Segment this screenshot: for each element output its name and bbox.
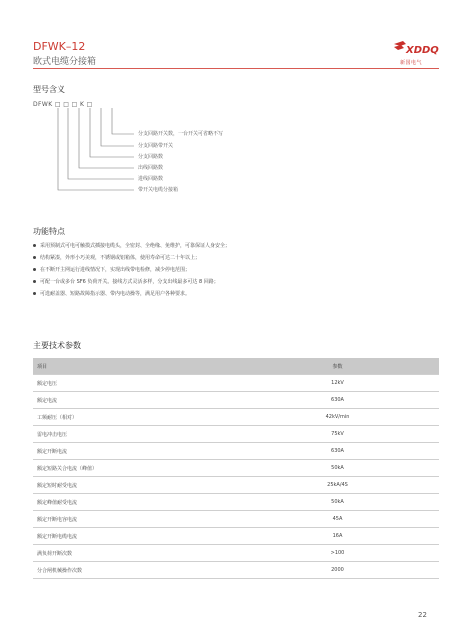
row-item: 额定开断电缆电流 bbox=[33, 528, 236, 545]
header-value: 参数 bbox=[236, 358, 439, 375]
row-value: 45A bbox=[236, 511, 439, 528]
row-item: 额定电压 bbox=[33, 375, 236, 392]
row-item: 雷电冲击电压 bbox=[33, 426, 236, 443]
table-row bbox=[33, 511, 439, 528]
logo-text: XDDQ bbox=[406, 45, 439, 56]
table-row bbox=[33, 562, 439, 579]
row-item: 满负荷开断次数 bbox=[33, 545, 236, 562]
row-item: 工频耐压（相对） bbox=[33, 409, 236, 426]
feature-item: 可选耐盖器、短路故障指示器、带内电动操等，满足用户各种要求。 bbox=[33, 290, 190, 297]
table-row bbox=[33, 528, 439, 545]
code-label-4: 出线回路数 bbox=[138, 165, 164, 171]
row-value: 50kA bbox=[236, 494, 439, 511]
product-name: 欧式电缆分接箱 bbox=[33, 57, 97, 67]
feature-item: 在不断开主网运行进线情况下，实现出线带电检修，减少停电范围； bbox=[33, 266, 190, 273]
bullet-icon bbox=[33, 244, 36, 247]
bullet-icon bbox=[33, 256, 36, 259]
model-code: DFWK □ □ □ K □ bbox=[33, 101, 93, 108]
table-row bbox=[33, 477, 439, 494]
row-value: 12kV bbox=[236, 375, 439, 392]
row-item: 额定峰值耐受电流 bbox=[33, 494, 236, 511]
table-row bbox=[33, 494, 439, 511]
row-item: 额定开断电容电流 bbox=[33, 511, 236, 528]
row-value: 75kV bbox=[236, 426, 439, 443]
row-item: 分合闸机械操作次数 bbox=[33, 562, 236, 579]
code-label-3: 分支回路数 bbox=[138, 154, 164, 160]
page-number: 22 bbox=[418, 611, 427, 619]
table-row bbox=[33, 460, 439, 477]
header-item: 项目 bbox=[33, 358, 236, 375]
code-label-5: 进线回路数 bbox=[138, 176, 164, 182]
row-item: 额定短时耐受电流 bbox=[33, 477, 236, 494]
bullet-icon bbox=[33, 292, 36, 295]
table-row bbox=[33, 443, 439, 460]
features-title: 功能特点 bbox=[33, 227, 65, 236]
code-label-1: 分支回路开关数，一台开关可省略不写 bbox=[138, 131, 224, 137]
table-row bbox=[33, 409, 439, 426]
row-value: 630A bbox=[236, 443, 439, 460]
feature-item: 采用预制式可电可触摸式插接电缆头，全密封、全绝缘、免维护，可靠保证人身安全； bbox=[33, 242, 230, 249]
feature-item: 可配一台或多台 SF6 负荷开关。接线方式灵活多样，分支出线最多可达 8 回路； bbox=[33, 278, 219, 285]
table-row bbox=[33, 375, 439, 392]
row-value: 16A bbox=[236, 528, 439, 545]
table-row bbox=[33, 426, 439, 443]
model-meaning-title: 型号含义 bbox=[33, 85, 65, 94]
logo-subtext: 新国电气 bbox=[400, 60, 423, 66]
feature-item: 结构紧凑，外形小巧美观，不锈钢或铝箱体，使用寿命可达二十年以上； bbox=[33, 254, 200, 261]
bullet-icon bbox=[33, 268, 36, 271]
code-label-2: 分支回路带开关 bbox=[138, 143, 174, 149]
bullet-icon bbox=[33, 280, 36, 283]
specs-title: 主要技术参数 bbox=[33, 341, 81, 350]
table-row bbox=[33, 392, 439, 409]
row-value: 42kV/min bbox=[236, 409, 439, 426]
product-model: DFWK–12 bbox=[33, 40, 86, 53]
table-header-row bbox=[33, 358, 439, 375]
code-label-6: 带开关电缆分接箱 bbox=[138, 187, 179, 193]
table-row bbox=[33, 545, 439, 562]
specs-table bbox=[33, 358, 439, 579]
row-value: 2000 bbox=[236, 562, 439, 579]
row-value: >100 bbox=[236, 545, 439, 562]
row-value: 25kA/4S bbox=[236, 477, 439, 494]
row-item: 额定短路关合电流（峰值） bbox=[33, 460, 236, 477]
row-item: 额定开断电流 bbox=[33, 443, 236, 460]
row-item: 额定电流 bbox=[33, 392, 236, 409]
row-value: 630A bbox=[236, 392, 439, 409]
row-value: 50kA bbox=[236, 460, 439, 477]
